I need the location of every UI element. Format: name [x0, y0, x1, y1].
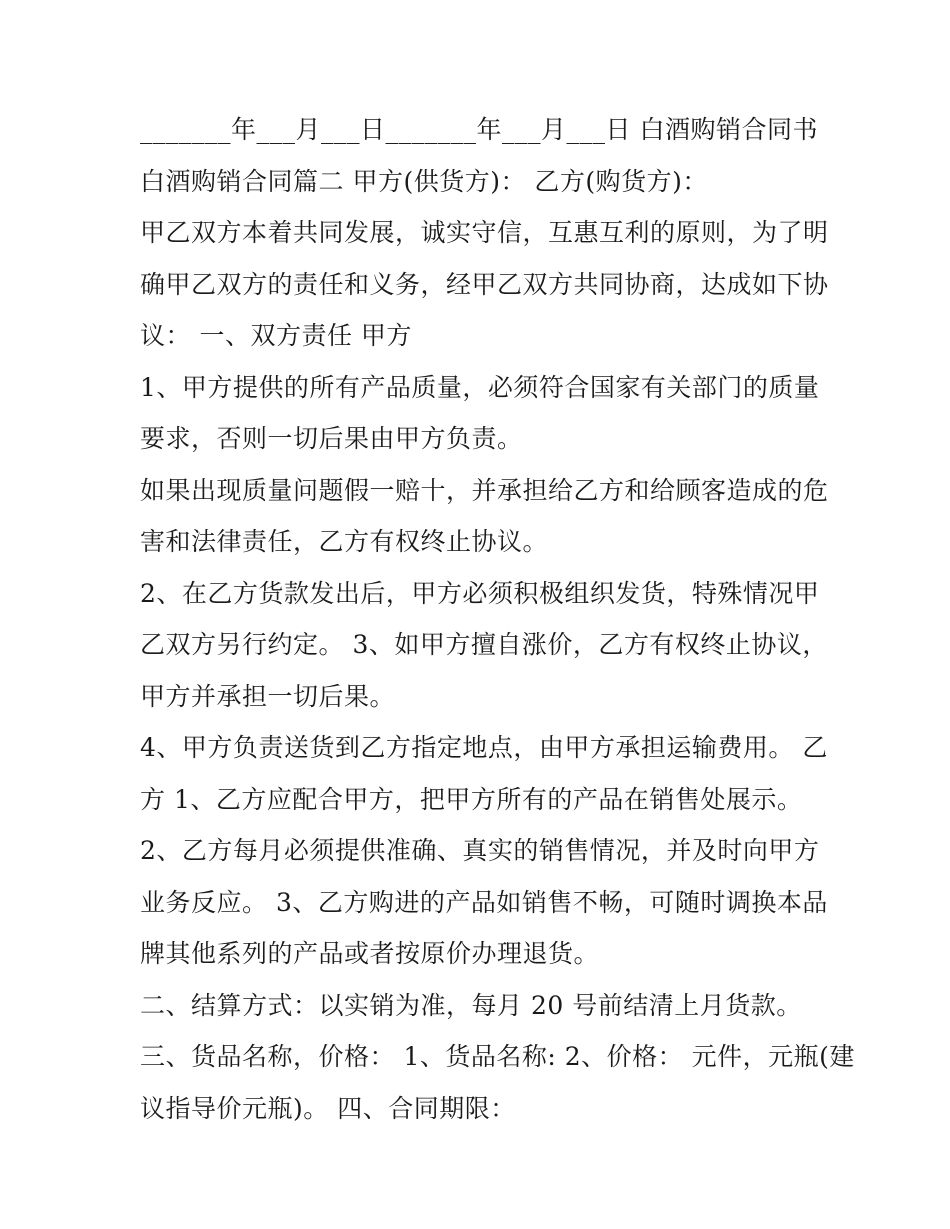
text-line: 牌其他系列的产品或者按原价办理退货。 — [140, 939, 600, 968]
text-line: 乙双方另行约定。 3、如甲方擅自涨价，乙方有权终止协议， — [140, 630, 828, 659]
text-line: 甲乙双方本着共同发展，诚实守信，互惠互利的原则，为了明 — [140, 218, 829, 247]
contract-text-body — [140, 104, 855, 1134]
text-line: 2、乙方每月必须提供准确、真实的销售情况，并及时向甲方 — [140, 836, 820, 865]
text-line: 甲方并承担一切后果。 — [140, 681, 396, 711]
text-line: 2、在乙方货款发出后，甲方必须积极组织发货，特殊情况甲 — [140, 578, 820, 608]
text-line-settlement: 二、结算方式：以实销为准，每月 20 号前结清上月货款。 — [140, 990, 802, 1020]
text-line: 如果出现质量问题假一赔十，并承担给乙方和给顾客造成的危 — [140, 475, 829, 505]
text-line-parties: 白酒购销合同篇二 甲方(供货方)： 乙方(购货方)： — [140, 166, 708, 196]
text-line: 业务反应。 3、乙方购进的产品如销售不畅，可随时调换本品 — [140, 887, 828, 917]
text-line: 要求，否则一切后果由甲方负责。 — [140, 424, 523, 453]
text-line: 4、甲方负责送货到乙方指定地点，由甲方承担运输费用。 乙 — [140, 733, 828, 762]
text-line: 害和法律责任，乙方有权终止协议。 — [140, 527, 549, 556]
text-line: 确甲乙双方的责任和义务，经甲乙双方共同协商，达成如下协 — [140, 269, 829, 299]
text-line: 方 1、乙方应配合甲方，把甲方所有的产品在销售处展示。 — [140, 784, 803, 814]
text-line-contract-term: 议指导价元瓶)。 四、合同期限： — [140, 1093, 516, 1123]
text-line: 议： 一、双方责任 甲方 — [140, 321, 412, 350]
text-line-goods-price: 三、货品名称，价格： 1、货品名称: 2、价格： 元件，元瓶(建 — [140, 1042, 855, 1071]
text-line-date-title: _______年___月___日_______年___月___日 白酒购销合同书 — [140, 115, 818, 144]
text-line: 1、甲方提供的所有产品质量，必须符合国家有关部门的质量 — [140, 372, 820, 402]
